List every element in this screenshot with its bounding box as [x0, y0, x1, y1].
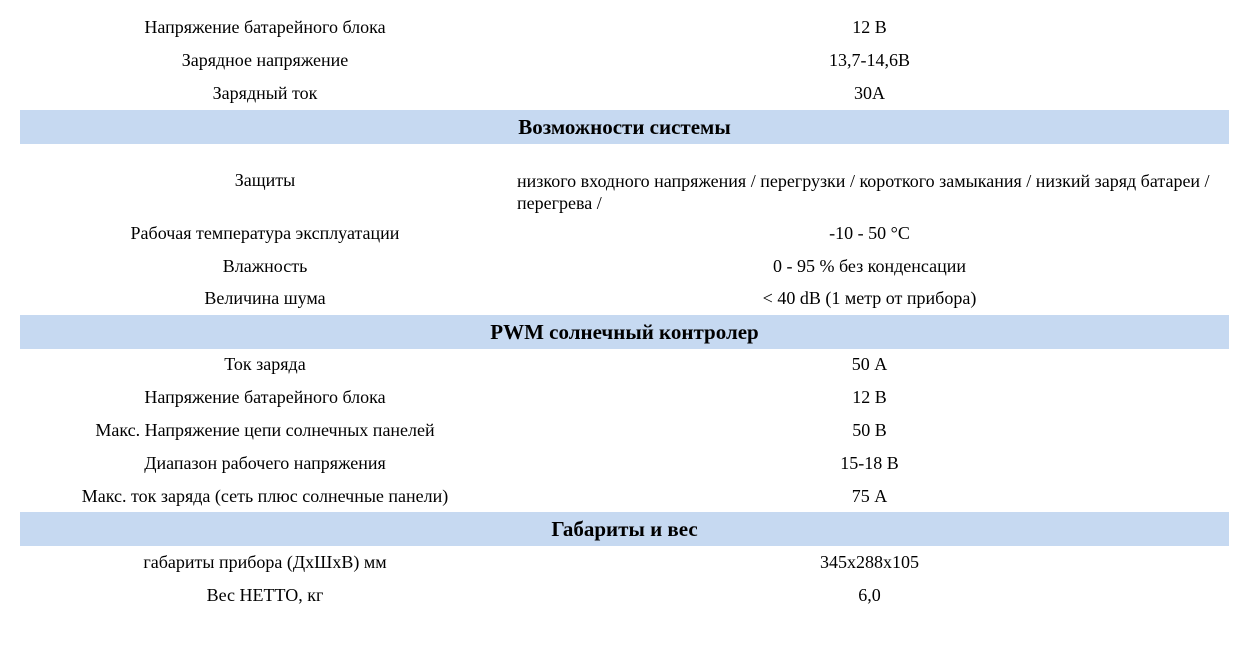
spec-label: габариты прибора (ДхШхВ) мм	[143, 552, 387, 572]
section-header-dimensions: Габариты и вес	[20, 512, 1229, 546]
spec-label: Макс. Напряжение цепи солнечных панелей	[95, 420, 435, 440]
spec-label: Защиты	[234, 170, 296, 190]
spec-label: Ток заряда	[224, 354, 306, 374]
spec-label: Напряжение батарейного блока	[144, 17, 386, 37]
spec-value: низкого входного напряжения / перегрузки / короткого замыкания / низкий заряд батареи / перегрева /	[517, 171, 1210, 213]
spec-value: 50 В	[852, 420, 887, 440]
spec-value: < 40 dB (1 метр от прибора)	[762, 288, 977, 308]
spec-value: 15-18 В	[840, 453, 899, 473]
spec-label: Вес НЕТТО, кг	[206, 585, 324, 605]
spec-value: 75 А	[851, 486, 888, 506]
spec-value: 13,7-14,6В	[829, 50, 910, 70]
spec-label: Напряжение батарейного блока	[144, 387, 386, 407]
spec-label: Влажность	[222, 256, 308, 276]
spec-value: 345х288х105	[820, 552, 919, 572]
spec-value: 50 А	[851, 354, 888, 374]
spec-label: Рабочая температура эксплуатации	[130, 223, 400, 243]
spec-label: Зарядное напряжение	[181, 50, 349, 70]
section-header-pwm: PWM солнечный контролер	[20, 315, 1229, 349]
spec-value: 30А	[854, 83, 885, 103]
section-header-system: Возможности системы	[20, 110, 1229, 144]
spec-value: 12 В	[852, 387, 887, 407]
spec-value: -10 - 50 °C	[829, 223, 910, 243]
spec-label: Макс. ток заряда (сеть плюс солнечные панели)	[81, 486, 449, 506]
spec-value: 6,0	[858, 585, 881, 605]
spec-value: 0 - 95 % без конденсации	[772, 256, 967, 276]
spec-label: Зарядный ток	[212, 83, 318, 103]
spec-label: Диапазон рабочего напряжения	[144, 453, 386, 473]
spec-row-protection-value	[20, 170, 1229, 214]
spec-label: Величина шума	[204, 288, 326, 308]
spec-value: 12 В	[852, 17, 887, 37]
